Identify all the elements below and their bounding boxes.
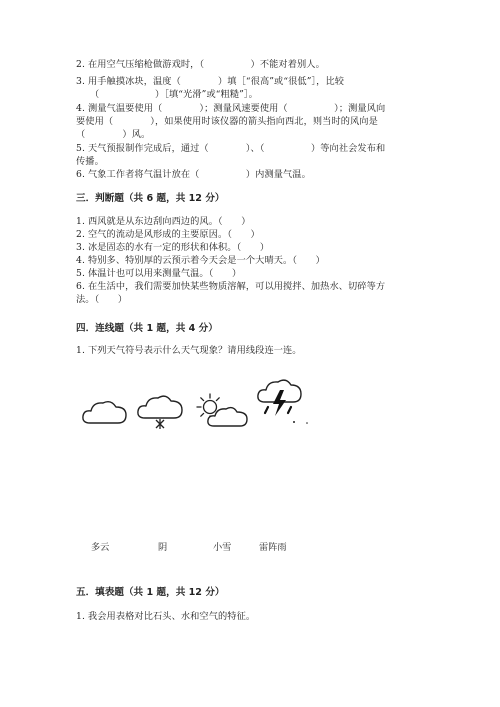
fill-item-3-line1: 3. 用手触摸冰块，温度（ ）填［“很高”或“很低”］，比较 (76, 76, 345, 87)
answer-light-snow: 小雪 (213, 542, 232, 553)
fill-item-4-line1: 4. 测量气温要使用（ ）；测量风速要使用（ ）；测量风向 (76, 103, 386, 114)
judge-item-6-line2: 法。（ ） (76, 294, 128, 305)
fill-item-6: 6. 气象工作者将气温计放在（ ）内测量气温。 (76, 169, 311, 180)
judge-item-2: 2. 空气的流动是风形成的主要原因。（ ） (76, 229, 260, 240)
judge-item-4: 4. 特别多、特别厚的云预示着今天会是一个大晴天。（ ） (76, 255, 325, 266)
answer-overcast: 阴 (158, 542, 168, 553)
fill-item-4-line2: 要使用（ ），如果使用时该仪器的箭头指向西北，则当时的风向是 (76, 116, 378, 127)
fill-item-5-line2: 传播。 (76, 156, 104, 167)
section3-title: 三．判断题（共 6 题，共 12 分） (76, 193, 225, 204)
sun-cloud-icon (194, 390, 254, 432)
section4-title: 四．连线题（共 1 题，共 4 分） (76, 323, 218, 334)
fill-item-4-line3: （ ）风。 (76, 129, 151, 140)
table-question: 1. 我会用表格对比石头、水和空气的特征。 (76, 611, 256, 622)
fill-item-3-line2: （ ）［填“光滑”或“粗糙”］。 (90, 89, 258, 100)
snow-icon (135, 390, 187, 432)
answer-thunderstorm: 雷阵雨 (259, 542, 287, 553)
fill-item-2: 2. 在用空气压缩枪做游戏时，（ ）不能对着别人。 (76, 59, 325, 70)
fill-item-5-line1: 5. 天气预报制作完成后，通过（ ）、（ ）等向社会发布和 (76, 143, 386, 154)
judge-item-5: 5. 体温计也可以用来测量气温。（ ） (76, 268, 242, 279)
thunderstorm-icon (255, 376, 307, 428)
cloudy-icon (80, 395, 130, 429)
matching-question: 1. 下列天气符号表示什么天气现象？请用线段连一连。 (76, 345, 302, 356)
judge-item-3: 3. 冰是固态的水有一定的形状和体积。（ ） (76, 242, 270, 253)
section5-title: 五．填表题（共 1 题，共 12 分） (76, 587, 225, 598)
judge-item-1: 1. 西风就是从东边刮向西边的风。（ ） (76, 216, 251, 227)
answer-cloudy: 多云 (91, 542, 110, 553)
judge-item-6-line1: 6. 在生活中，我们需要加快某些物质溶解，可以用搅拌、加热水、切碎等方 (76, 281, 386, 292)
